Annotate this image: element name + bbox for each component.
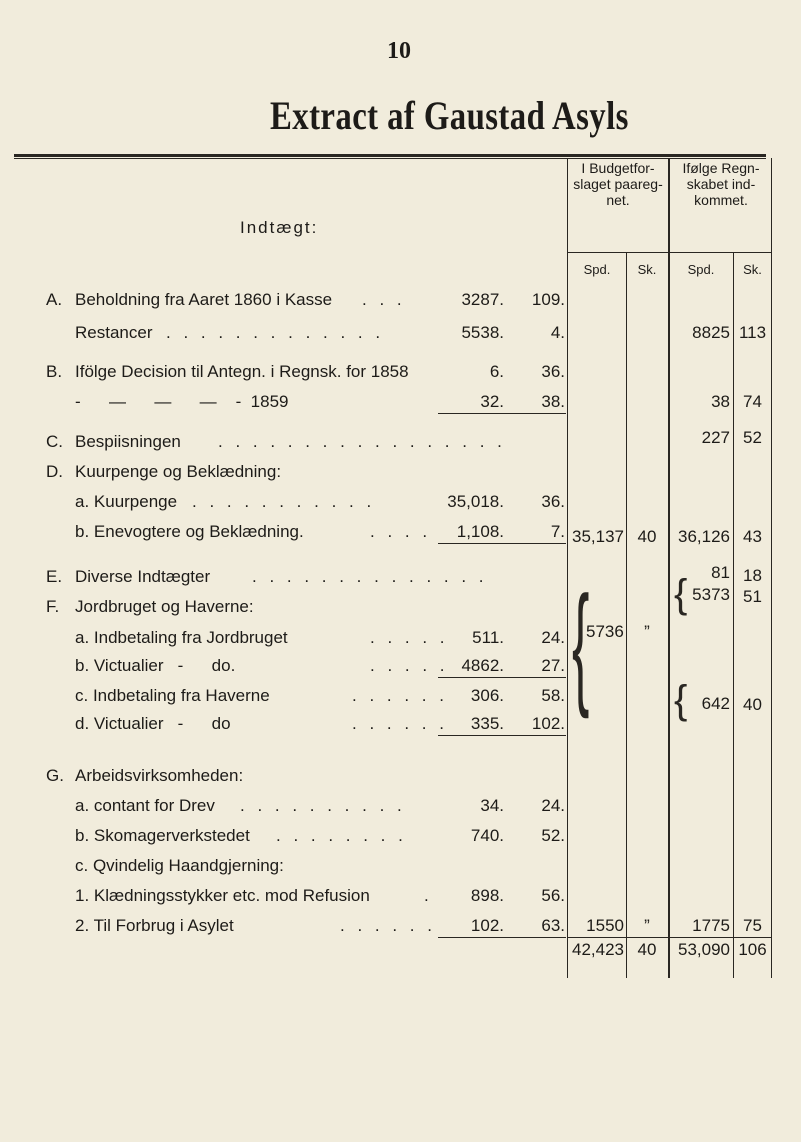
amount-sk: 24. [541,796,565,815]
amount-sk: 4. [550,323,565,342]
regnskab-sk: 113 [738,323,767,342]
leader-dots: . . . . . . [352,686,448,705]
leader-dots: . . . . . . . . [276,826,407,845]
amount-spd: 1,108. [456,522,504,541]
amount-sk: 56. [541,886,565,905]
regnskab-sk: 75 [743,916,762,935]
row-label: 2. Til Forbrug i Asylet [75,916,234,935]
total-rule [567,937,772,938]
top-rule [14,154,766,157]
budget-column-header: I Budgetfor-slaget paareg-net. [573,160,663,208]
amount-spd: 3287. [461,290,504,309]
brace: { [674,678,688,722]
sum-rule [438,543,566,544]
row-letter: D. [46,462,63,481]
spd-header: Spd. [687,262,715,277]
row-label: 1. Klædningsstykker etc. mod Refusion [75,886,370,905]
regnskab-sk: 74 [743,392,762,411]
amount-sk: 63. [541,916,565,935]
row-label: Arbeidsvirksomheden: [75,766,244,785]
budget-sk: 40 [637,527,657,546]
budget-sk: ” [644,916,650,935]
total-budget-spd: 42,423 [572,940,624,959]
brace: { [572,570,590,722]
sum-rule [438,413,566,414]
row-label: a. Indbetaling fra Jordbruget [75,628,288,647]
column-divider [567,158,568,978]
amount-spd: 898. [470,886,504,905]
row-letter: A. [46,290,63,309]
row-label: b. Victualier - do. [75,656,236,675]
budget-spd: 35,137 [572,527,624,546]
budget-spd: 5736 [586,622,624,641]
leader-dots: . . . . . . [340,916,436,935]
top-rule-thin [14,158,766,159]
row-label: c. Indbetaling fra Haverne [75,686,270,705]
amount-spd: 5538. [461,323,504,342]
leader-dots: . . . . . . . . . . . . . [166,323,385,342]
row-letter: C. [46,432,63,451]
sk-header: Sk. [743,262,762,277]
leader-dots: . [424,886,433,905]
regnskab-spd: 8825 [692,323,730,342]
regnskab-sk: 18 [743,566,762,585]
amount-spd: 6. [489,362,504,381]
amount-spd: 34. [480,796,504,815]
amount-spd: 32. [480,392,504,411]
amount-spd: 306. [470,686,504,705]
amount-sk: 109. [531,290,565,309]
accounts-column-header: Ifølge Regn-skabet ind-kommet. [682,160,760,208]
amount-spd: 335. [470,714,504,733]
row-label: d. Victualier - do [75,714,231,733]
leader-dots: . . . . . . . . . . . . . . . . . [218,432,506,451]
brace: { [674,572,688,616]
income-heading: Indtægt: [240,218,319,237]
row-label: Beholdning fra Aaret 1860 i Kasse [75,290,333,309]
row-label: b. Enevogtere og Beklædning. [75,522,304,541]
regnskab-sk: 43 [743,527,762,546]
sum-rule [438,937,566,938]
amount-sk: 38. [541,392,565,411]
row-letter: B. [46,362,63,381]
total-regnskab-sk: 106 [738,940,767,959]
row-letter: F. [46,597,60,616]
row-label: a. contant for Drev [75,796,215,815]
leader-dots: . . . . . [370,656,449,675]
budget-sk: ” [644,622,650,641]
row-label: Ifölge Decision til Antegn. i Regnsk. for 1858 [75,362,409,381]
row-label: Jordbruget og Haverne: [75,597,254,616]
regnskab-spd: 642 [701,694,730,713]
amount-sk: 102. [531,714,565,733]
regnskab-spd: 5373 [692,585,730,604]
amount-sk: 27. [541,656,565,675]
leader-dots: . . . . . . . . . . [240,796,406,815]
amount-spd: 740. [470,826,504,845]
row-label: c. Qvindelig Haandgjerning: [75,856,284,875]
subheader-rule [567,252,772,253]
row-label: b. Skomagerverkstedet [75,826,250,845]
row-label: Bespiisningen [75,432,181,451]
regnskab-spd: 38 [711,392,730,411]
leader-dots: . . . . . . [352,714,448,733]
leader-dots: . . . . . . . . . . . [192,492,376,511]
amount-spd: 4862. [461,656,504,675]
total-regnskab-spd: 53,090 [678,940,730,959]
row-label: Diverse Indtægter [75,567,211,586]
page-number: 10 [387,38,411,64]
column-divider [626,252,627,978]
row-letter: G. [46,766,64,785]
amount-sk: 24. [541,628,565,647]
regnskab-spd: 81 [711,563,730,582]
page-title: Extract af Gaustad Asyls [270,93,629,138]
amount-spd: 35,018. [447,492,504,511]
row-label: - — — — - 1859 [75,392,289,411]
spd-header: Spd. [583,262,611,277]
sk-header: Sk. [637,262,657,277]
leader-dots: . . . . [370,522,432,541]
amount-sk: 36. [541,362,565,381]
budget-spd: 1550 [586,916,624,935]
row-letter: E. [46,567,63,586]
total-budget-sk: 40 [637,940,657,959]
regnskab-spd: 227 [701,428,730,447]
amount-sk: 58. [541,686,565,705]
regnskab-sk: 40 [743,695,762,714]
column-divider [733,252,734,978]
row-label: a. Kuurpenge [75,492,178,511]
amount-sk: 52. [541,826,565,845]
regnskab-spd: 1775 [692,916,730,935]
amount-spd: 511. [472,628,504,647]
column-divider [771,158,772,978]
regnskab-sk: 52 [743,428,762,447]
amount-sk: 7. [550,522,565,541]
leader-dots: . . . . . [370,628,449,647]
leader-dots: . . . . . . . . . . . . . . [252,567,488,586]
regnskab-spd: 36,126 [678,527,730,546]
row-label: Restancer [75,323,153,342]
regnskab-sk: 51 [743,587,762,606]
sum-rule [438,735,566,736]
leader-dots: . . . [362,290,406,309]
amount-spd: 102. [470,916,504,935]
amount-sk: 36. [541,492,565,511]
row-label: Kuurpenge og Beklædning: [75,462,282,481]
sum-rule [438,677,566,678]
